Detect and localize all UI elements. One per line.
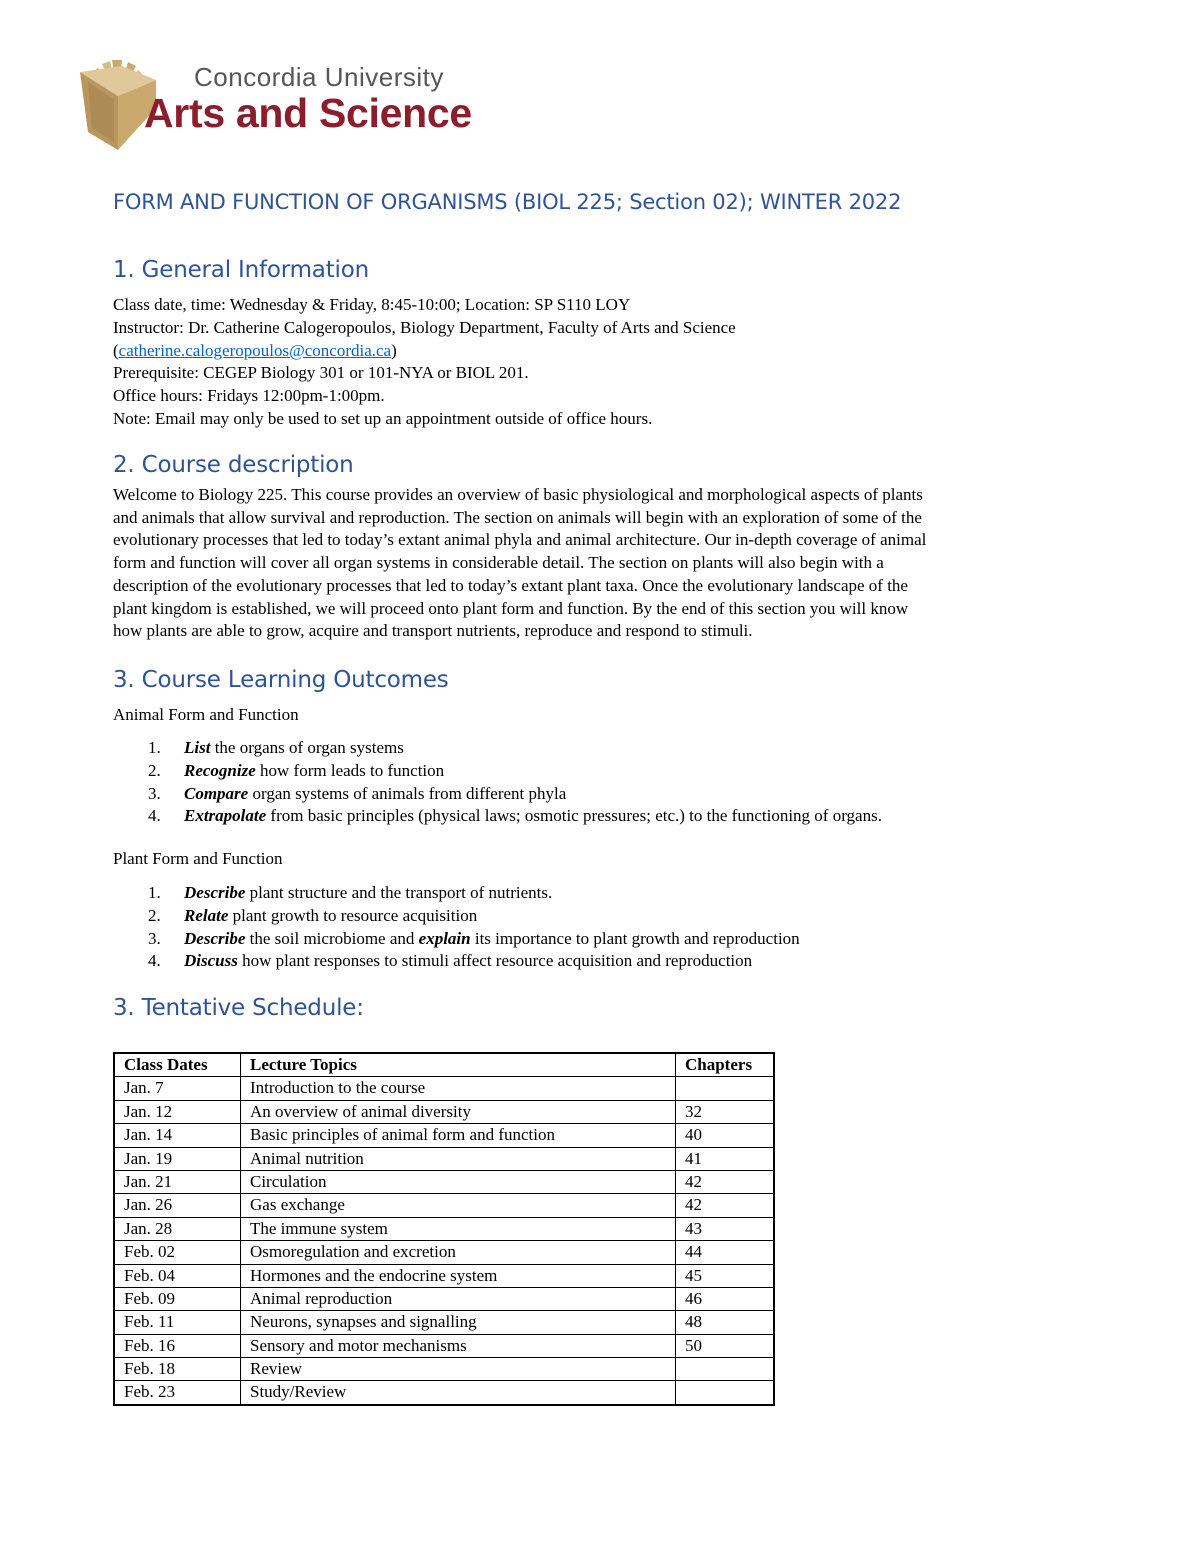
cell-class-date: Feb. 23	[114, 1381, 241, 1405]
table-row	[114, 1241, 774, 1264]
column-header-class-dates: Class Dates	[114, 1053, 241, 1077]
outcome-text: its importance to plant growth and reproduction	[470, 928, 800, 948]
table-row	[114, 1311, 774, 1334]
outcome-text: plant structure and the transport of nutrients.	[245, 883, 553, 902]
outcome-text: organ systems of animals from different phyla	[248, 783, 567, 803]
cell-lecture-topic: Animal nutrition	[241, 1147, 676, 1170]
cell-chapter: 44	[676, 1241, 775, 1264]
outcome-verb: Relate	[184, 905, 229, 925]
cell-chapter: 43	[676, 1217, 775, 1240]
course-description-heading: 2. Course description	[113, 452, 354, 478]
table-row	[114, 1287, 774, 1310]
table-row	[114, 1217, 774, 1240]
cell-class-date: Jan. 26	[114, 1194, 241, 1217]
outcome-verb: Extrapolate	[184, 806, 267, 826]
cell-class-date: Feb. 18	[114, 1358, 241, 1381]
schedule-heading: 3. Tentative Schedule:	[113, 995, 364, 1021]
column-header-lecture-topics: Lecture Topics	[241, 1053, 676, 1077]
general-information-heading: 1. General Information	[113, 257, 369, 283]
instructor-text: Instructor: Dr. Catherine Calogeropoulos, Biology Department, Faculty of Arts and Science	[113, 318, 736, 337]
cell-class-date: Jan. 7	[114, 1077, 241, 1100]
cell-chapter	[676, 1358, 775, 1381]
list-number: 4.	[148, 806, 161, 826]
table-row	[114, 1100, 774, 1123]
class-time-text: Class date, time: Wednesday & Friday, 8:45-10:00; Location: SP S110 LOY	[113, 295, 631, 314]
cell-lecture-topic: Hormones and the endocrine system	[241, 1264, 676, 1287]
cell-lecture-topic: Gas exchange	[241, 1194, 676, 1217]
email-close-paren: )	[391, 341, 397, 360]
description-line: description of the evolutionary processes that led to today’s extant plant taxa. Once the evolutionary landscape of the	[113, 575, 908, 595]
cell-lecture-topic: Circulation	[241, 1170, 676, 1193]
outcome-text: plant growth to resource acquisition	[228, 905, 478, 925]
cell-class-date: Jan. 14	[114, 1124, 241, 1147]
cell-chapter: 40	[676, 1124, 775, 1147]
cell-chapter: 48	[676, 1311, 775, 1334]
course-title: FORM AND FUNCTION OF ORGANISMS (BIOL 225; Section 02); WINTER 2022	[113, 190, 902, 214]
cell-chapter	[676, 1381, 775, 1405]
cell-class-date: Feb. 11	[114, 1311, 241, 1334]
outcome-text: how form leads to function	[255, 760, 445, 780]
cell-lecture-topic: Osmoregulation and excretion	[241, 1241, 676, 1264]
column-header-chapters: Chapters	[676, 1053, 775, 1077]
list-number: 4.	[148, 951, 161, 971]
table-row	[114, 1358, 774, 1381]
cell-lecture-topic: Neurons, synapses and signalling	[241, 1311, 676, 1334]
description-line: Welcome to Biology 225. This course provides an overview of basic physiological and morphological aspects of plants	[113, 485, 923, 504]
instructor-email-link[interactable]: catherine.calogeropoulos@concordia.ca	[118, 341, 392, 360]
cell-class-date: Jan. 28	[114, 1217, 241, 1240]
outcome-text: how plant responses to stimuli affect resource acquisition and reproduction	[237, 951, 753, 971]
outcome-verb: explain	[418, 928, 471, 948]
list-number: 1.	[148, 883, 161, 902]
cell-class-date: Jan. 12	[114, 1100, 241, 1123]
cell-lecture-topic: Animal reproduction	[241, 1287, 676, 1310]
instructor-email-line	[113, 340, 397, 363]
list-number: 2.	[148, 905, 161, 925]
description-line: how plants are able to grow, acquire and transport nutrients, reproduce and respond to stimuli.	[113, 621, 753, 641]
outcome-verb: Describe	[184, 883, 246, 902]
table-header-row	[114, 1053, 774, 1077]
table-row	[114, 1147, 774, 1170]
outcome-verb: Describe	[184, 928, 246, 948]
cell-class-date: Jan. 19	[114, 1147, 241, 1170]
cell-class-date: Feb. 16	[114, 1334, 241, 1357]
list-number: 3.	[148, 783, 161, 803]
table-row	[114, 1264, 774, 1287]
cell-class-date: Jan. 21	[114, 1170, 241, 1193]
table-row	[114, 1381, 774, 1405]
email-note-text: Note: Email may only be used to set up an appointment outside of office hours.	[113, 409, 653, 428]
logo-faculty-name: Arts and Science	[144, 90, 472, 136]
table-row	[114, 1334, 774, 1357]
schedule-table-body	[114, 1077, 774, 1405]
list-number: 3.	[148, 928, 161, 948]
description-line: plant kingdom is established, we will proceed onto plant form and function. By the end of this section you will know	[113, 598, 909, 618]
outcome-verb: Discuss	[184, 951, 238, 971]
cell-chapter: 32	[676, 1100, 775, 1123]
cell-lecture-topic: The immune system	[241, 1217, 676, 1240]
description-line: evolutionary processes that led to today’s extant animal phyla and animal architecture. Our in-depth coverage of animal	[113, 530, 927, 550]
cell-lecture-topic: Study/Review	[241, 1381, 676, 1405]
cell-chapter: 46	[676, 1287, 775, 1310]
outcome-text: from basic principles (physical laws; osmotic pressures; etc.) to the functioning of organs.	[266, 806, 882, 826]
list-number: 2.	[148, 760, 161, 780]
schedule-table	[113, 1052, 775, 1406]
course-description-paragraph	[113, 484, 1058, 643]
cell-lecture-topic: Review	[241, 1358, 676, 1381]
logo-university-name: Concordia University	[194, 62, 444, 92]
cell-chapter: 42	[676, 1194, 775, 1217]
outcome-verb: Compare	[184, 783, 249, 803]
cell-lecture-topic: An overview of animal diversity	[241, 1100, 676, 1123]
outcome-verb: List	[184, 738, 211, 757]
table-row	[114, 1124, 774, 1147]
plant-outcomes-label: Plant Form and Function	[113, 849, 283, 868]
cell-chapter: 41	[676, 1147, 775, 1170]
outcome-text: the organs of organ systems	[210, 738, 404, 757]
table-row	[114, 1077, 774, 1100]
animal-outcomes-label: Animal Form and Function	[113, 705, 299, 724]
cell-lecture-topic: Introduction to the course	[241, 1077, 676, 1100]
cell-class-date: Feb. 09	[114, 1287, 241, 1310]
outcome-verb: Recognize	[184, 760, 256, 780]
table-row	[114, 1194, 774, 1217]
email-open-paren: (	[113, 341, 119, 360]
university-logo	[78, 58, 472, 150]
office-hours-text: Office hours: Fridays 12:00pm-1:00pm.	[113, 386, 385, 405]
cell-chapter: 45	[676, 1264, 775, 1287]
cell-lecture-topic: Sensory and motor mechanisms	[241, 1334, 676, 1357]
table-row	[114, 1170, 774, 1193]
cell-chapter	[676, 1077, 775, 1100]
cell-chapter: 42	[676, 1170, 775, 1193]
description-line: and animals that allow survival and reproduction. The section on animals will begin with an exploration of some of the	[113, 507, 922, 527]
list-number: 1.	[148, 738, 161, 757]
prerequisite-text: Prerequisite: CEGEP Biology 301 or 101-NYA or BIOL 201.	[113, 363, 529, 382]
learning-outcomes-heading: 3. Course Learning Outcomes	[113, 667, 449, 693]
cell-class-date: Feb. 02	[114, 1241, 241, 1264]
outcome-text: the soil microbiome and	[245, 928, 419, 948]
cell-lecture-topic: Basic principles of animal form and function	[241, 1124, 676, 1147]
cell-chapter: 50	[676, 1334, 775, 1357]
description-line: form and function will cover all organ systems in considerable detail. The section on plants will also begin with a	[113, 553, 884, 573]
cell-class-date: Feb. 04	[114, 1264, 241, 1287]
